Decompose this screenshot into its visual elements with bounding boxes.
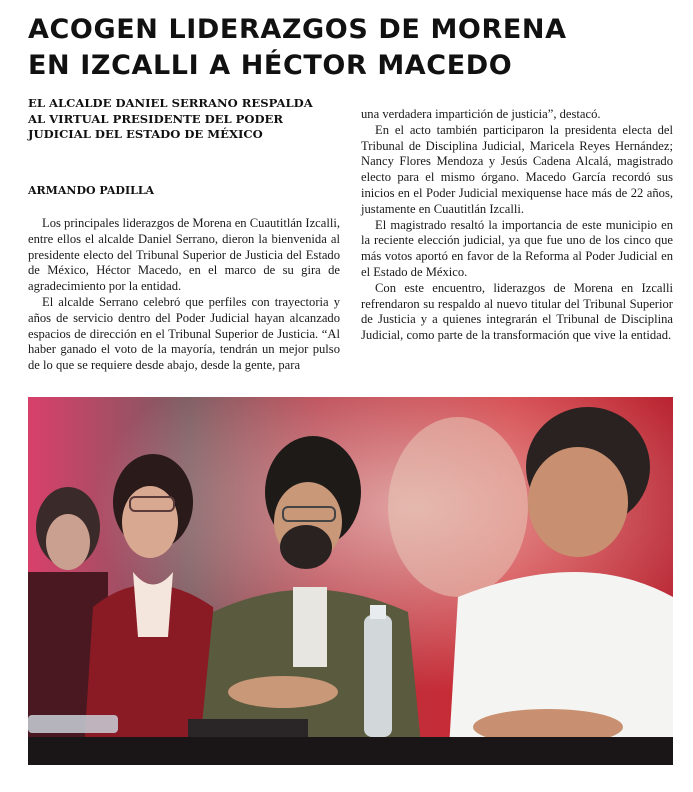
paragraph-2-continued: una verdadera impartición de justicia”, destacó. xyxy=(361,107,601,121)
deck-line-1: EL ALCALDE DANIEL SERRANO RESPALDA xyxy=(28,96,313,110)
deck-line-3: JUDICIAL DEL ESTADO DE MÉXICO xyxy=(28,127,263,141)
headline-line-1: ACOGEN LIDERAZGOS DE MORENA xyxy=(28,14,567,45)
paragraph-4: El magistrado resaltó la importancia de este municipio en la reciente elección judicial, ya que fue uno de los cinco que más votos aportó en favor de la Reforma al Poder Judicial en el Estado de México. xyxy=(361,217,673,279)
article-column-right xyxy=(361,107,673,344)
headline xyxy=(28,12,668,84)
headline-line-2: EN IZCALLI A HÉCTOR MACEDO xyxy=(28,50,513,81)
deck-line-2: AL VIRTUAL PRESIDENTE DEL PODER xyxy=(28,111,283,126)
photo-illustration xyxy=(28,397,673,765)
paragraph-2: El alcalde Serrano celebró que perfiles con trayectoria y años de servicio dentro del Poder Judicial hayan alcanzado espacios de dirección en el Tribunal Superior de Justicia. “Al haber ganado el voto de la mayoría, tendrán un mejor pulso de lo que se requiere desde abajo, desde la gente, para xyxy=(28,294,340,373)
byline: ARMANDO PADILLA xyxy=(28,184,155,197)
paragraph-1: Los principales liderazgos de Morena en Cuautitlán Izcalli, entre ellos el alcalde Daniel Serrano, dieron la bienvenida al presidente electo del Tribunal Superior de Justicia del Estado de México, Héctor Macedo, en el marco de su gira de agradecimiento por la entidad. xyxy=(28,216,340,294)
article-photo xyxy=(28,397,673,765)
paragraph-5: Con este encuentro, liderazgos de Morena en Izcalli refrendaron su respaldo al nuevo titular del Tribunal Superior de Justicia y a quienes integrarán el Tribunal de Disciplina Judicial, como parte de la transformación que vive la entidad. xyxy=(361,280,673,343)
deck-subtitle xyxy=(28,96,346,143)
article-column-left xyxy=(28,216,340,374)
paragraph-3: En el acto también participaron la presidenta electa del Tribunal de Disciplina Judicial, Maricela Reyes Hernández; Nancy Flores Mendoza y Jesús Cadena Alcalá, magistrado electo para el mismo órgano. Macedo García recordó sus inicios en el Poder Judicial mexiquense hace más de 22 años, justamente en Cuautitlán Izcalli. xyxy=(361,122,673,216)
